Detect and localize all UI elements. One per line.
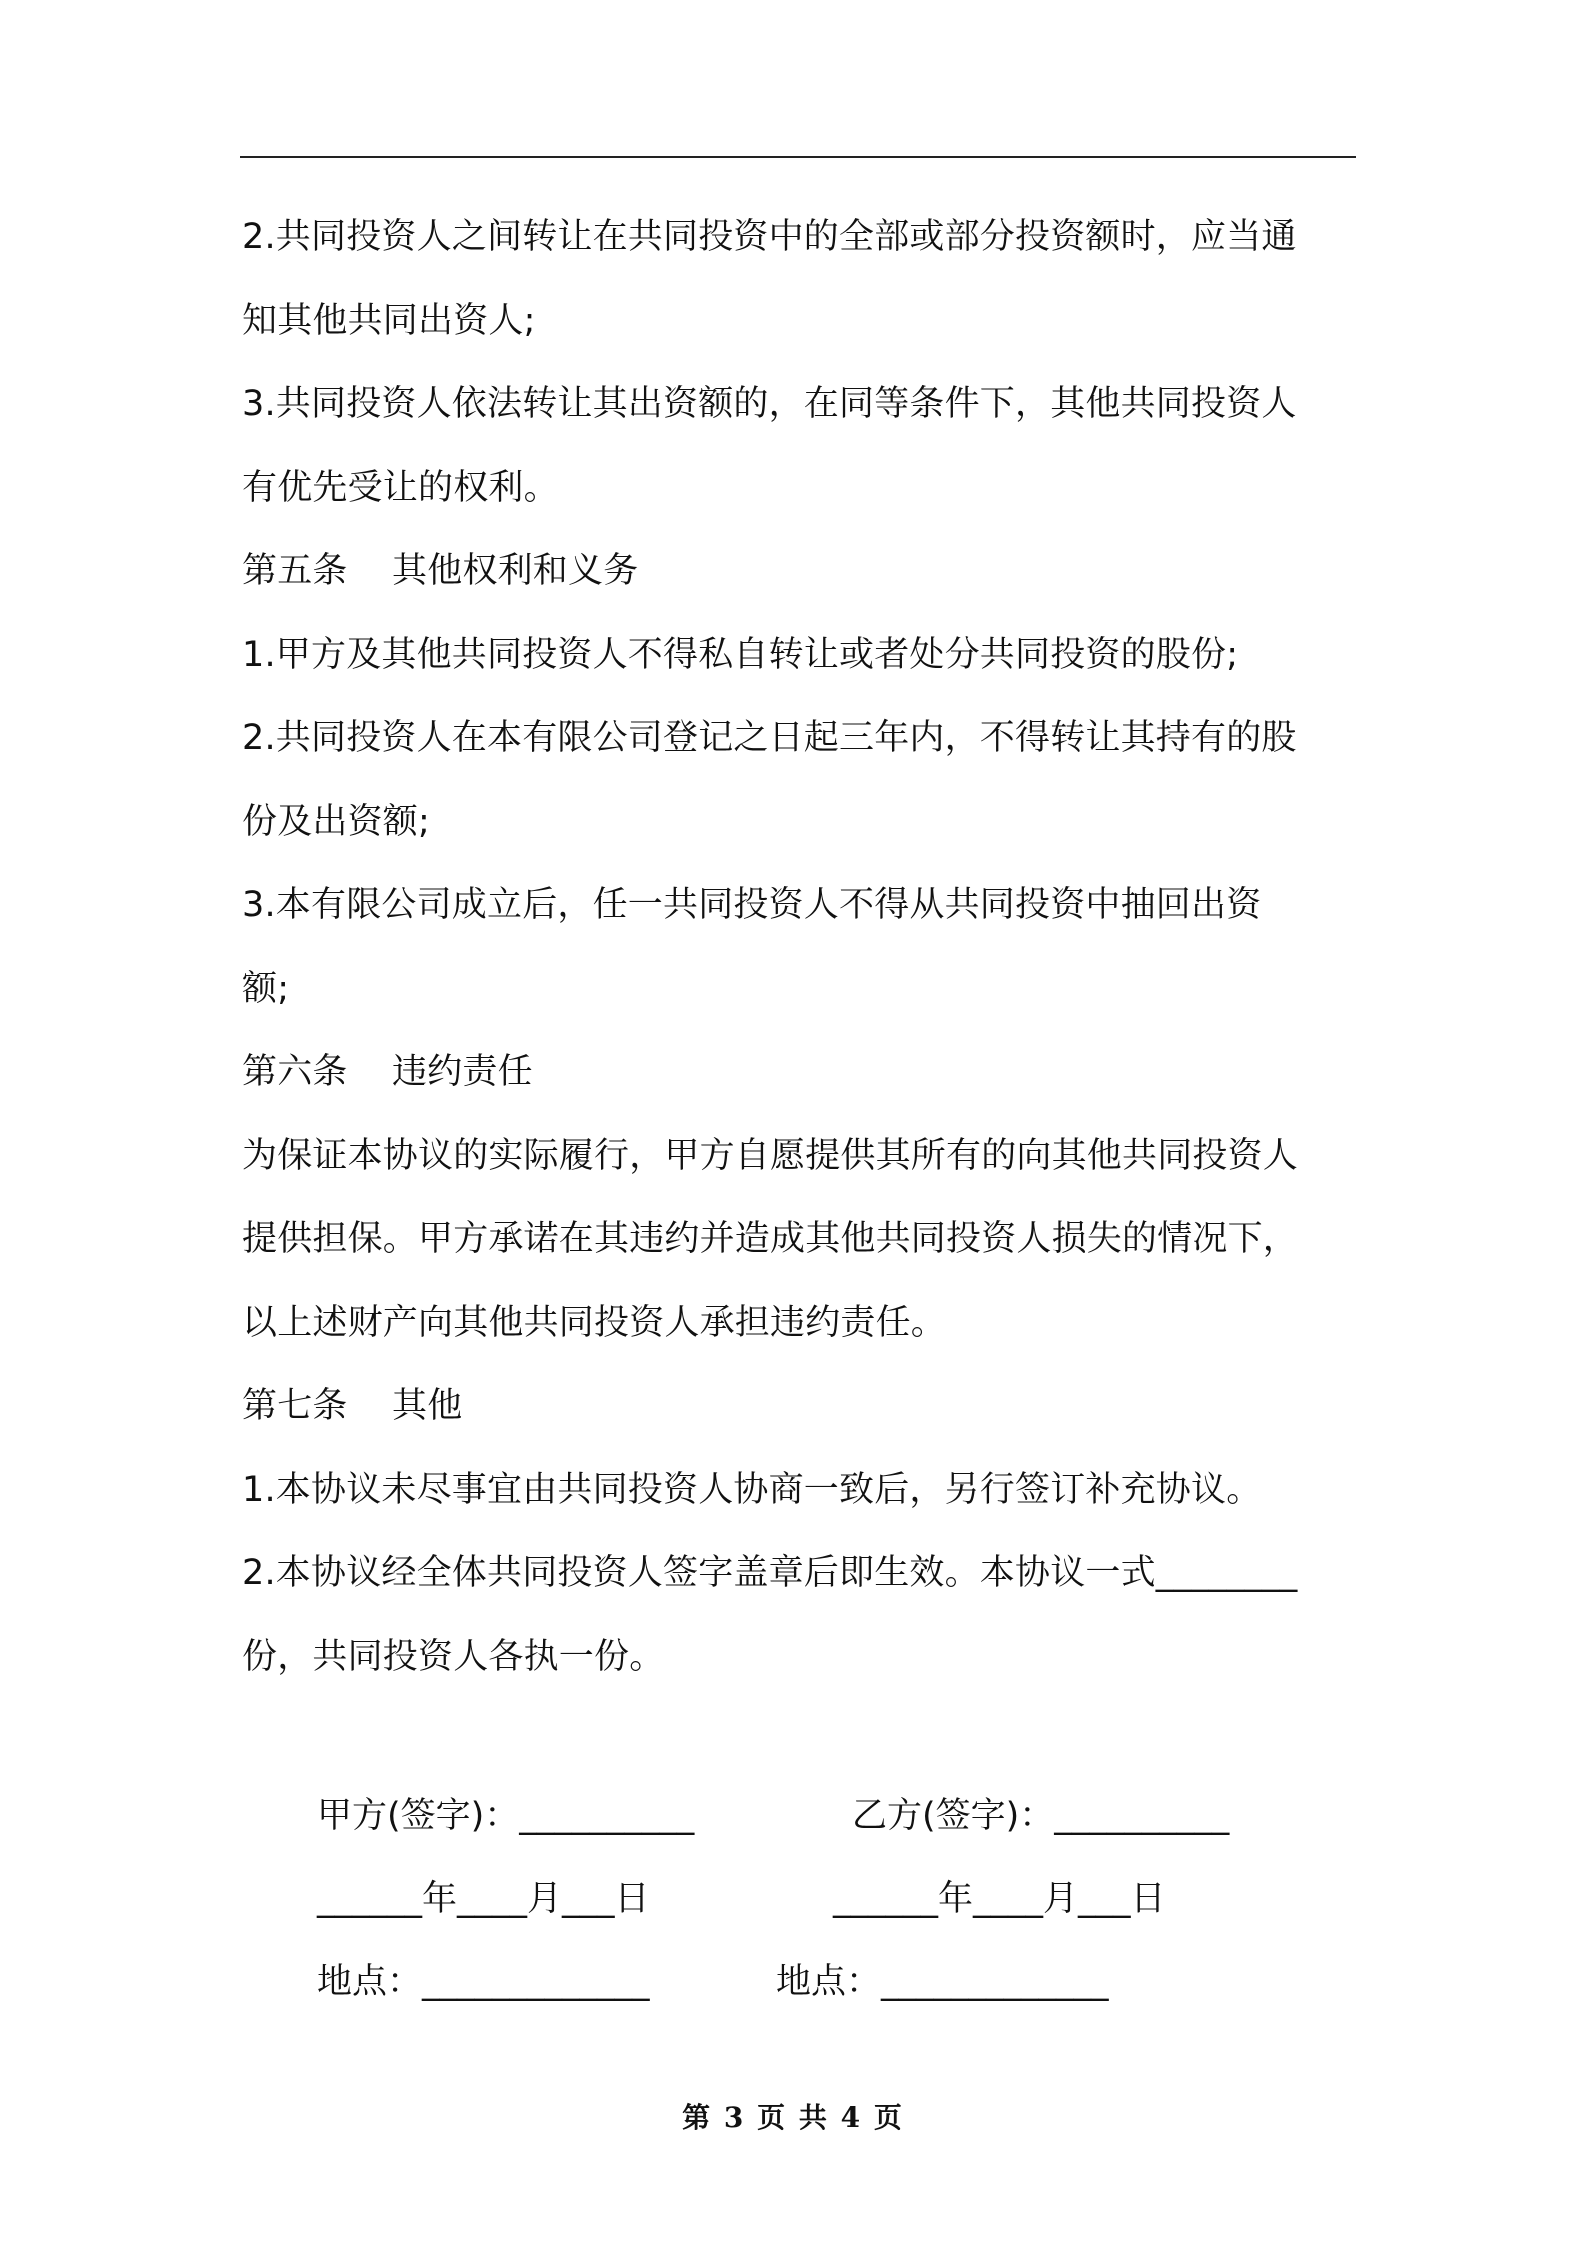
article-heading-6 bbox=[242, 1031, 1358, 1115]
paragraph-line: 2.共同投资人之间转让在共同投资中的全部或部分投资额时，应当通 bbox=[242, 217, 1297, 257]
paragraph-line: 3.共同投资人依法转让其出资额的，在同等条件下，其他共同投资人 bbox=[242, 384, 1297, 424]
paragraph-line: 份，共同投资人各执一份。 bbox=[242, 1636, 665, 1677]
header-rule bbox=[240, 156, 1356, 158]
document-body bbox=[242, 196, 1358, 1699]
article-title: 其他权利和义务 bbox=[392, 551, 639, 591]
paragraph-line: 为保证本协议的实际履行，甲方自愿提供其所有的向其他共同投资人 bbox=[242, 1135, 1299, 1176]
paragraph-line: 以上述财产向其他共同投资人承担违约责任。 bbox=[242, 1302, 947, 1343]
party-b-date: ______年____月___日 bbox=[833, 1879, 1166, 1919]
article-number: 第七条 bbox=[242, 1386, 348, 1426]
paragraph-line: 2.本协议经全体共同投资人签字盖章后即生效。本协议一式________ bbox=[242, 1553, 1298, 1593]
paragraph-line: 额; bbox=[242, 968, 290, 1009]
page-number: 第 3 页 共 4 页 bbox=[682, 2101, 904, 2134]
paragraph-line: 有优先受让的权利。 bbox=[242, 467, 559, 508]
article-number: 第六条 bbox=[242, 1052, 348, 1092]
article-title: 其他 bbox=[392, 1386, 463, 1426]
article-number: 第五条 bbox=[242, 551, 348, 591]
paragraph-line: 1.本协议未尽事宜由共同投资人协商一致后，另行签订补充协议。 bbox=[242, 1469, 1262, 1510]
party-b-signature: 乙方(签字)：__________ bbox=[852, 1796, 1230, 1836]
article-heading-7 bbox=[242, 1365, 1358, 1449]
paragraph-line: 提供担保。甲方承诺在其违约并造成其他共同投资人损失的情况下， bbox=[242, 1219, 1299, 1259]
article-title: 违约责任 bbox=[392, 1052, 533, 1092]
party-b-place: 地点：_____________ bbox=[776, 1962, 1109, 2002]
party-a-place: 地点：_____________ bbox=[317, 1962, 650, 2002]
article-heading-5 bbox=[242, 530, 1358, 614]
paragraph-line: 2.共同投资人在本有限公司登记之日起三年内，不得转让其持有的股 bbox=[242, 718, 1297, 758]
paragraph-line: 3.本有限公司成立后，任一共同投资人不得从共同投资中抽回出资 bbox=[242, 885, 1262, 925]
paragraph-line: 1.甲方及其他共同投资人不得私自转让或者处分共同投资的股份; bbox=[242, 634, 1239, 675]
paragraph-line: 份及出资额; bbox=[242, 801, 430, 842]
party-a-date: ______年____月___日 bbox=[317, 1879, 650, 1919]
party-a-signature: 甲方(签字)：__________ bbox=[317, 1796, 695, 1836]
paragraph-line: 知其他共同出资人; bbox=[242, 300, 536, 341]
